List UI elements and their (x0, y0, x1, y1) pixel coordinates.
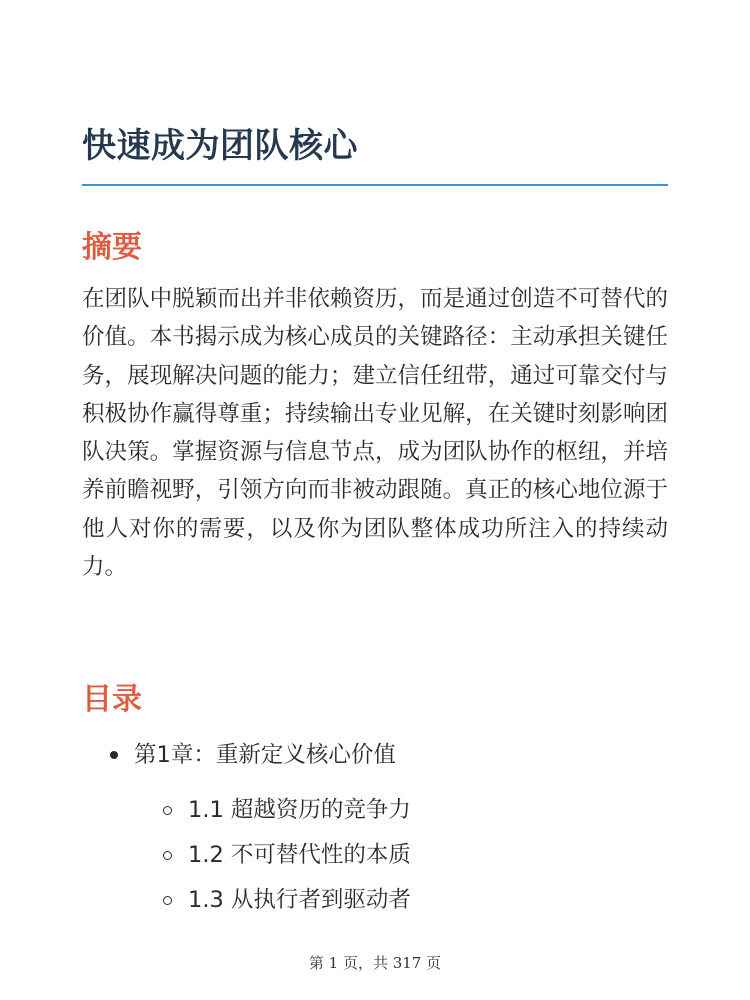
bullet-circle-icon (163, 851, 172, 860)
toc-section-1-1 (82, 788, 668, 833)
bullet-circle-icon (163, 806, 172, 815)
bullet-dot-icon (110, 751, 118, 759)
toc-section-label: 1.3 从执行者到驱动者 (188, 887, 411, 913)
bullet-circle-icon (163, 896, 172, 905)
page-number-footer: 第 1 页，共 317 页 (308, 954, 442, 972)
toc-chapter-label: 第1章：重新定义核心价值 (134, 742, 396, 768)
toc-section-list (134, 788, 668, 923)
document-page (82, 0, 668, 1000)
toc-section-label: 1.1 超越资历的竞争力 (188, 797, 411, 823)
title-divider (82, 184, 668, 186)
document-title: 快速成为团队核心 (82, 126, 358, 166)
summary-heading: 摘要 (82, 230, 142, 265)
summary-paragraph: 在团队中脱颖而出并非依赖资历，而是通过创造不可替代的价值。本书揭示成为核心成员的关键路径：主动承担关键任务，展现解决问题的能力；建立信任纽带，通过可靠交付与积极协作赢得尊重；持续输出专业见解，在关键时刻影响团队决策。掌握资源与信息节点，成为团队协作的枢纽，并培养前瞻视野，引领方向而非被动跟随。真正的核心地位源于他人对你的需要，以及你为团队整体成功所注入的持续动力。 (82, 286, 668, 581)
toc-section-1-3 (82, 878, 668, 923)
toc-section-label: 1.2 不可替代性的本质 (188, 842, 411, 868)
toc-chapter-1 (82, 736, 668, 923)
toc-heading: 目录 (82, 682, 142, 717)
toc-section-1-2 (82, 833, 668, 878)
table-of-contents (82, 736, 668, 923)
